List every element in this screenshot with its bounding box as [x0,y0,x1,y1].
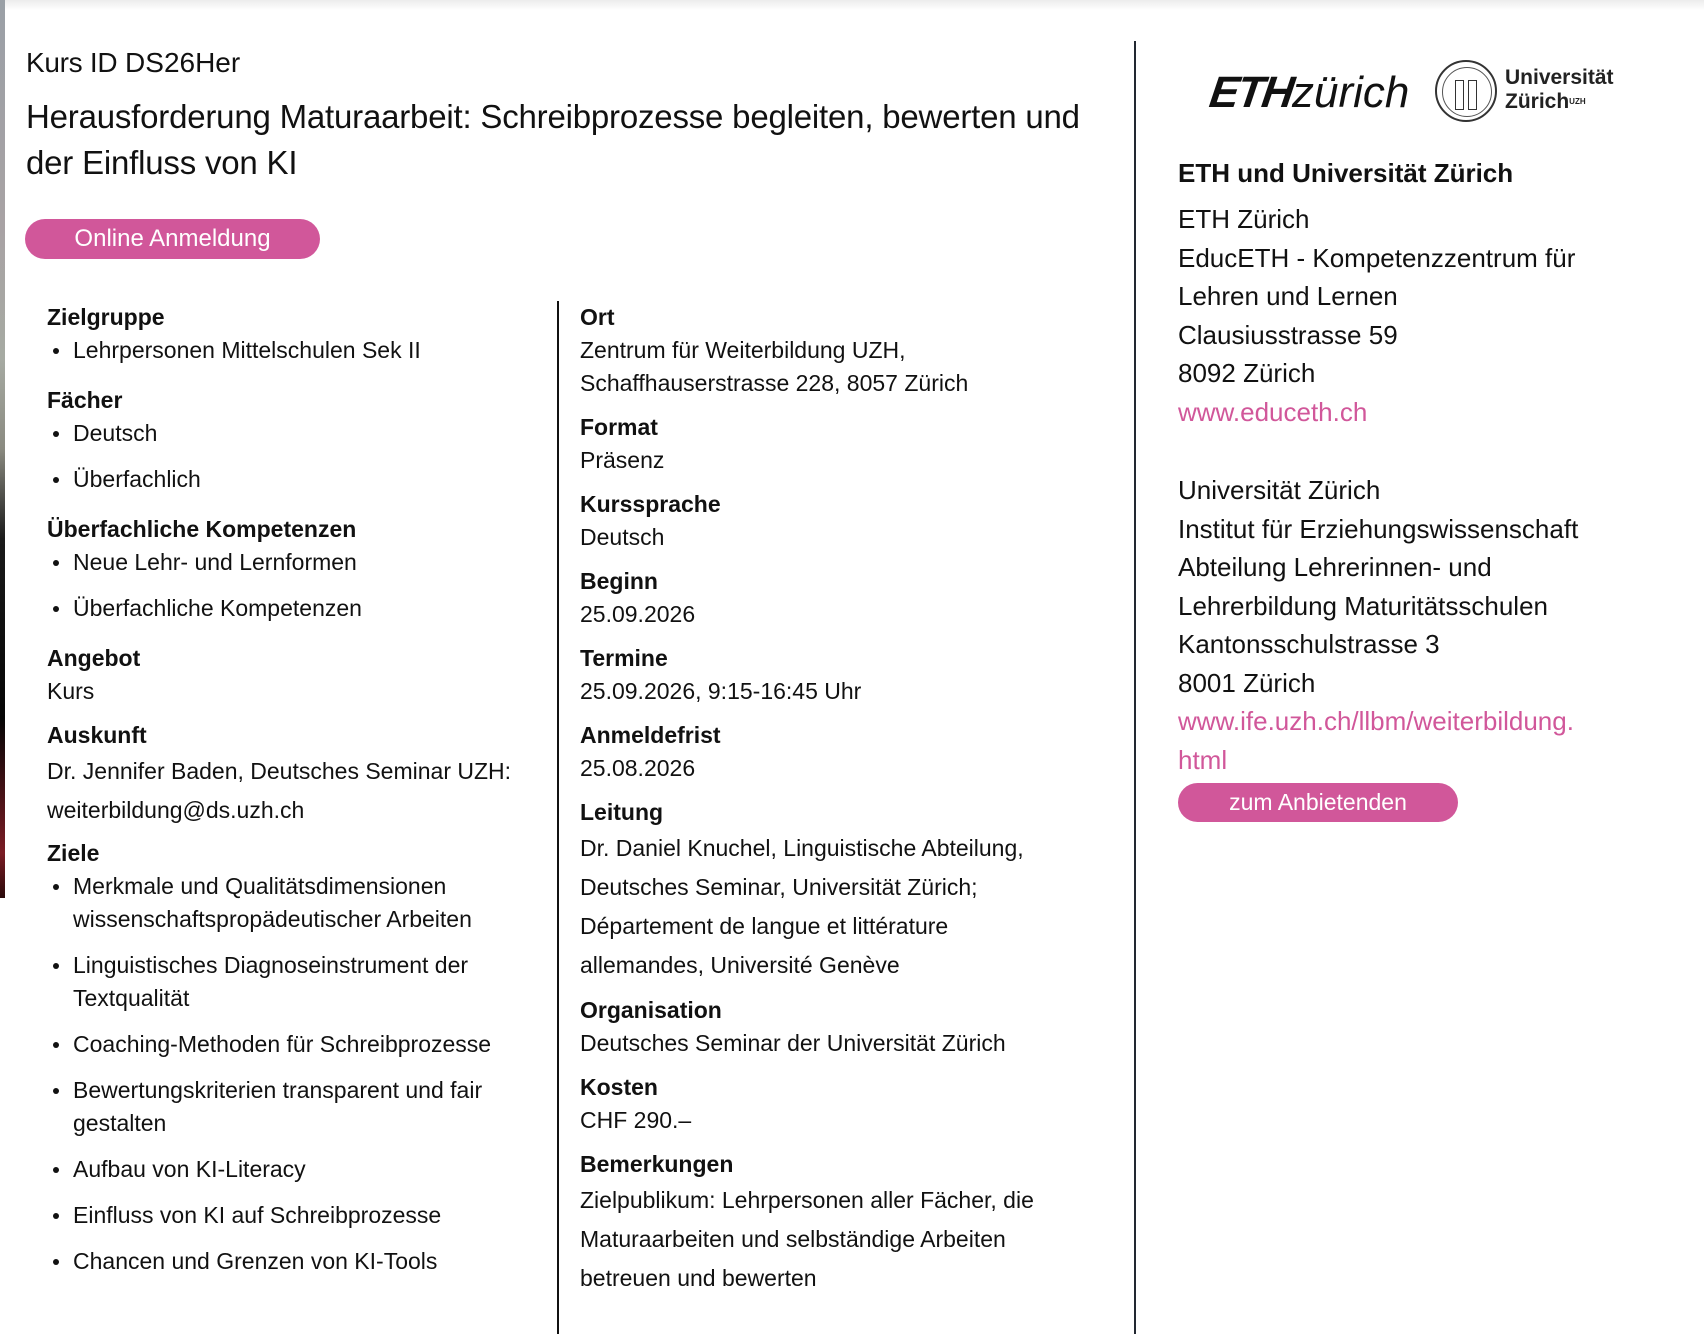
course-details-mid [580,300,1100,1298]
uzh-logo-sup: UZH [1569,97,1586,106]
field-label: Angebot [47,645,141,671]
field-label: Leitung [580,799,664,825]
list-item: Chancen und Grenzen von KI-Tools [47,1245,547,1278]
field-kurssprache [580,487,1100,554]
field-value: Zentrum für Weiterbildung UZH, [580,337,906,363]
eth-address [1178,200,1678,779]
provider-heading: ETH und Universität Zürich [1178,158,1514,188]
contact-email[interactable]: weiterbildung@ds.uzh.ch [47,797,305,823]
field-label: Organisation [580,997,722,1023]
field-label: Fächer [47,387,123,413]
field-value: Dr. Jennifer Baden, Deutsches Seminar UZH: [47,758,512,784]
uzh-logo-line1: Universität [1505,66,1614,89]
field-label: Kosten [580,1074,658,1100]
ife-link[interactable]: www.ife.uzh.ch/llbm/weiterbildung. [1178,706,1574,736]
field-termine [580,641,1100,708]
eth-logo [1206,68,1410,118]
eth-logo-bold: ETH [1206,68,1296,117]
course-id-label: Kurs ID [26,47,118,78]
field-auskunft [47,718,547,830]
uzh-logo-line2: Zürich [1505,90,1570,113]
list-item: Merkmale und Qualitätsdimensionen wissenschaftspropädeutischer Arbeiten [47,870,547,936]
field-label: Termine [580,645,668,671]
field-value: Schaffhauserstrasse 228, 8057 Zürich [580,370,969,396]
partner-logos [1178,60,1678,148]
field-anmeldefrist [580,718,1100,785]
list-item: Deutsch [47,417,547,450]
uzh-seal-icon [1435,60,1497,122]
field-zielgruppe [47,300,547,367]
field-label: Ort [580,304,615,330]
field-organisation [580,993,1100,1060]
field-value: 25.09.2026, 9:15-16:45 Uhr [580,678,862,704]
list-item: Neue Lehr- und Lernformen [47,546,547,579]
field-label: Beginn [580,568,658,594]
ife-link-continued[interactable]: html [1178,744,1228,775]
field-value: Zielpublikum: Lehrpersonen aller Fächer, die Maturaarbeiten und selbständige Arbeiten betreuen und bewerten [580,1187,1034,1291]
course-id [26,44,1116,82]
address-line: Universität Zürich [1178,475,1381,505]
field-label: Auskunft [47,722,147,748]
address-line: Institut für Erziehungswissenschaft [1178,513,1579,544]
address-line: 8092 Zürich [1178,358,1316,388]
field-label: Bemerkungen [580,1151,734,1177]
list-item: Einfluss von KI auf Schreibprozesse [47,1199,547,1232]
address-line: ETH Zürich [1178,204,1310,234]
field-kosten [580,1070,1100,1137]
field-value: Deutsch [580,524,665,550]
field-format [580,410,1100,477]
list-item: Überfachlich [47,463,547,496]
field-leitung [580,795,1100,985]
provider-button[interactable]: zum Anbietenden [1178,783,1458,822]
eth-logo-light: zürich [1292,68,1410,117]
address-line: Lehren und Lernen [1178,281,1398,311]
list-item: Aufbau von KI-Literacy [47,1153,547,1186]
educeth-link[interactable]: www.educeth.ch [1178,396,1368,427]
field-ziele [47,836,547,1278]
field-value: 25.09.2026 [580,601,696,627]
course-header [26,40,1116,186]
list-item: Bewertungskriterien transparent und fair gestalten [47,1074,547,1140]
address-line: Lehrerbildung Maturitätsschulen [1178,590,1548,621]
list-item: Lehrpersonen Mittelschulen Sek II [47,334,547,367]
field-angebot [47,641,547,708]
address-line: Kantonsschulstrasse 3 [1178,629,1440,659]
address-line: EducETH - Kompetenzzentrum für [1178,242,1576,273]
field-label: Zielgruppe [47,304,165,330]
list-item: Überfachliche Kompetenzen [47,592,547,625]
field-beginn [580,564,1100,631]
field-value: CHF 290.– [580,1107,692,1133]
uzh-logo-text [1505,66,1614,114]
online-registration-button[interactable]: Online Anmeldung [25,219,320,259]
field-value: Dr. Daniel Knuchel, Linguistische Abteilung, Deutsches Seminar, Universität Zürich; Département de langue et littérature allemandes, Université Genève [580,835,1024,978]
address-line: 8001 Zürich [1178,667,1316,698]
column-divider [557,301,559,1334]
field-value: 25.08.2026 [580,755,696,781]
field-label: Ziele [47,840,100,866]
field-label: Überfachliche Kompetenzen [47,516,357,542]
list-item: Coaching-Methoden für Schreibprozesse [47,1028,547,1061]
field-label: Kurssprache [580,491,721,517]
field-value: Kurs [47,678,95,704]
course-title: Herausforderung Maturaarbeit: Schreibprozesse begleiten, bewerten und der Einfluss von KI [26,98,1080,181]
top-shade [0,0,1704,10]
address-line: Clausiusstrasse 59 [1178,319,1398,350]
course-details-left [47,300,547,1291]
course-id-value: DS26Her [125,47,241,78]
provider-sidebar [1178,60,1678,822]
field-ort [580,300,1100,400]
field-bemerkungen [580,1147,1100,1298]
left-edge-strip [0,0,5,898]
sidebar-divider [1134,41,1136,1334]
field-label: Format [580,414,658,440]
field-faecher [47,383,547,496]
list-item: Linguistisches Diagnoseinstrument der Textqualität [47,949,547,1015]
field-kompetenzen [47,512,547,625]
field-value: Deutsches Seminar der Universität Zürich [580,1030,1006,1056]
address-line: Abteilung Lehrerinnen- und [1178,552,1492,582]
field-value: Präsenz [580,447,665,473]
field-label: Anmeldefrist [580,722,721,748]
